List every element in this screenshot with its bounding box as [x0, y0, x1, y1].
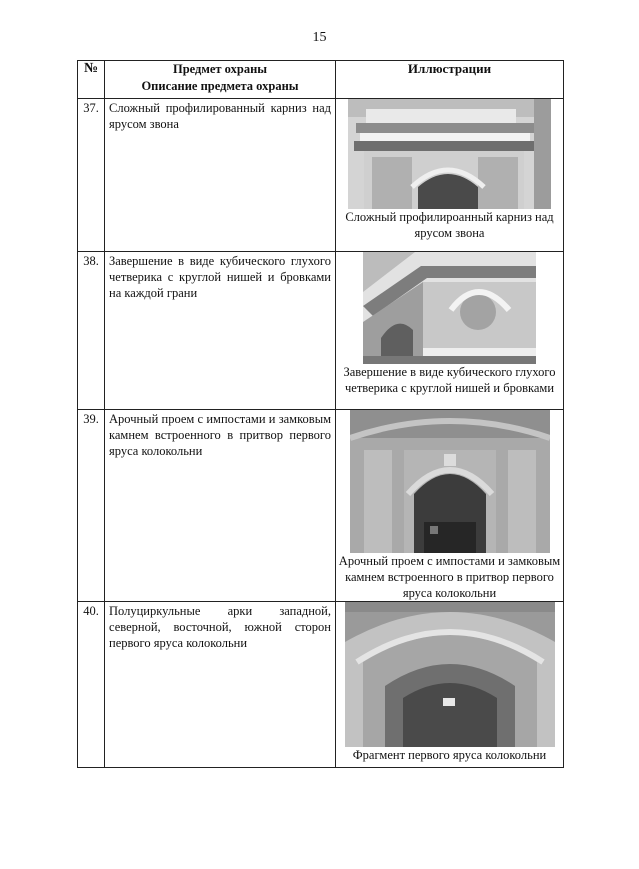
row-description: Полуциркульные арки западной, северной, восточной, южной сторон первого яруса колокольни	[105, 602, 336, 768]
chetverik-photo	[363, 252, 536, 364]
row-description: Завершение в виде кубического глухого четверика с круглой нишей и бровками на каждой грани	[105, 252, 336, 410]
table-row	[78, 410, 564, 602]
header-number: №	[78, 61, 105, 99]
illustration-caption: Завершение в виде кубического глухого четверика с круглой нишей и бровками	[343, 365, 556, 395]
header-subject-title: Предмет охраны	[172, 62, 268, 76]
row-description: Арочный проем с импостами и замковым камнем встроенного в притвор первого яруса колокольни	[105, 410, 336, 602]
cornice-photo	[348, 99, 551, 209]
row-illustration	[336, 602, 564, 768]
row-number: 38.	[78, 252, 105, 410]
row-illustration	[336, 252, 564, 410]
header-subject-description: Описание предмета охраны	[141, 79, 299, 93]
table-row	[78, 252, 564, 410]
row-illustration	[336, 99, 564, 252]
row-illustration	[336, 410, 564, 602]
first-tier-photo	[345, 602, 555, 747]
heritage-table	[77, 60, 564, 768]
illustration-caption: Арочный проем с импостами и замковым камнем встроенного в притвор первого яруса колокольни	[338, 554, 561, 600]
row-number: 39.	[78, 410, 105, 602]
table-row	[78, 99, 564, 252]
arched-opening-photo	[350, 410, 550, 553]
row-number: 40.	[78, 602, 105, 768]
header-illustrations: Иллюстрации	[336, 61, 564, 99]
illustration-caption: Сложный профилироанный карниз над ярусом звона	[345, 210, 554, 240]
table-row	[78, 602, 564, 768]
illustration-caption: Фрагмент первого яруса колокольни	[352, 748, 547, 762]
table-header-row	[78, 61, 564, 99]
page-number: 15	[312, 30, 327, 45]
row-number: 37.	[78, 99, 105, 252]
row-description: Сложный профилированный карниз над ярусом звона	[105, 99, 336, 252]
header-subject	[105, 61, 336, 99]
